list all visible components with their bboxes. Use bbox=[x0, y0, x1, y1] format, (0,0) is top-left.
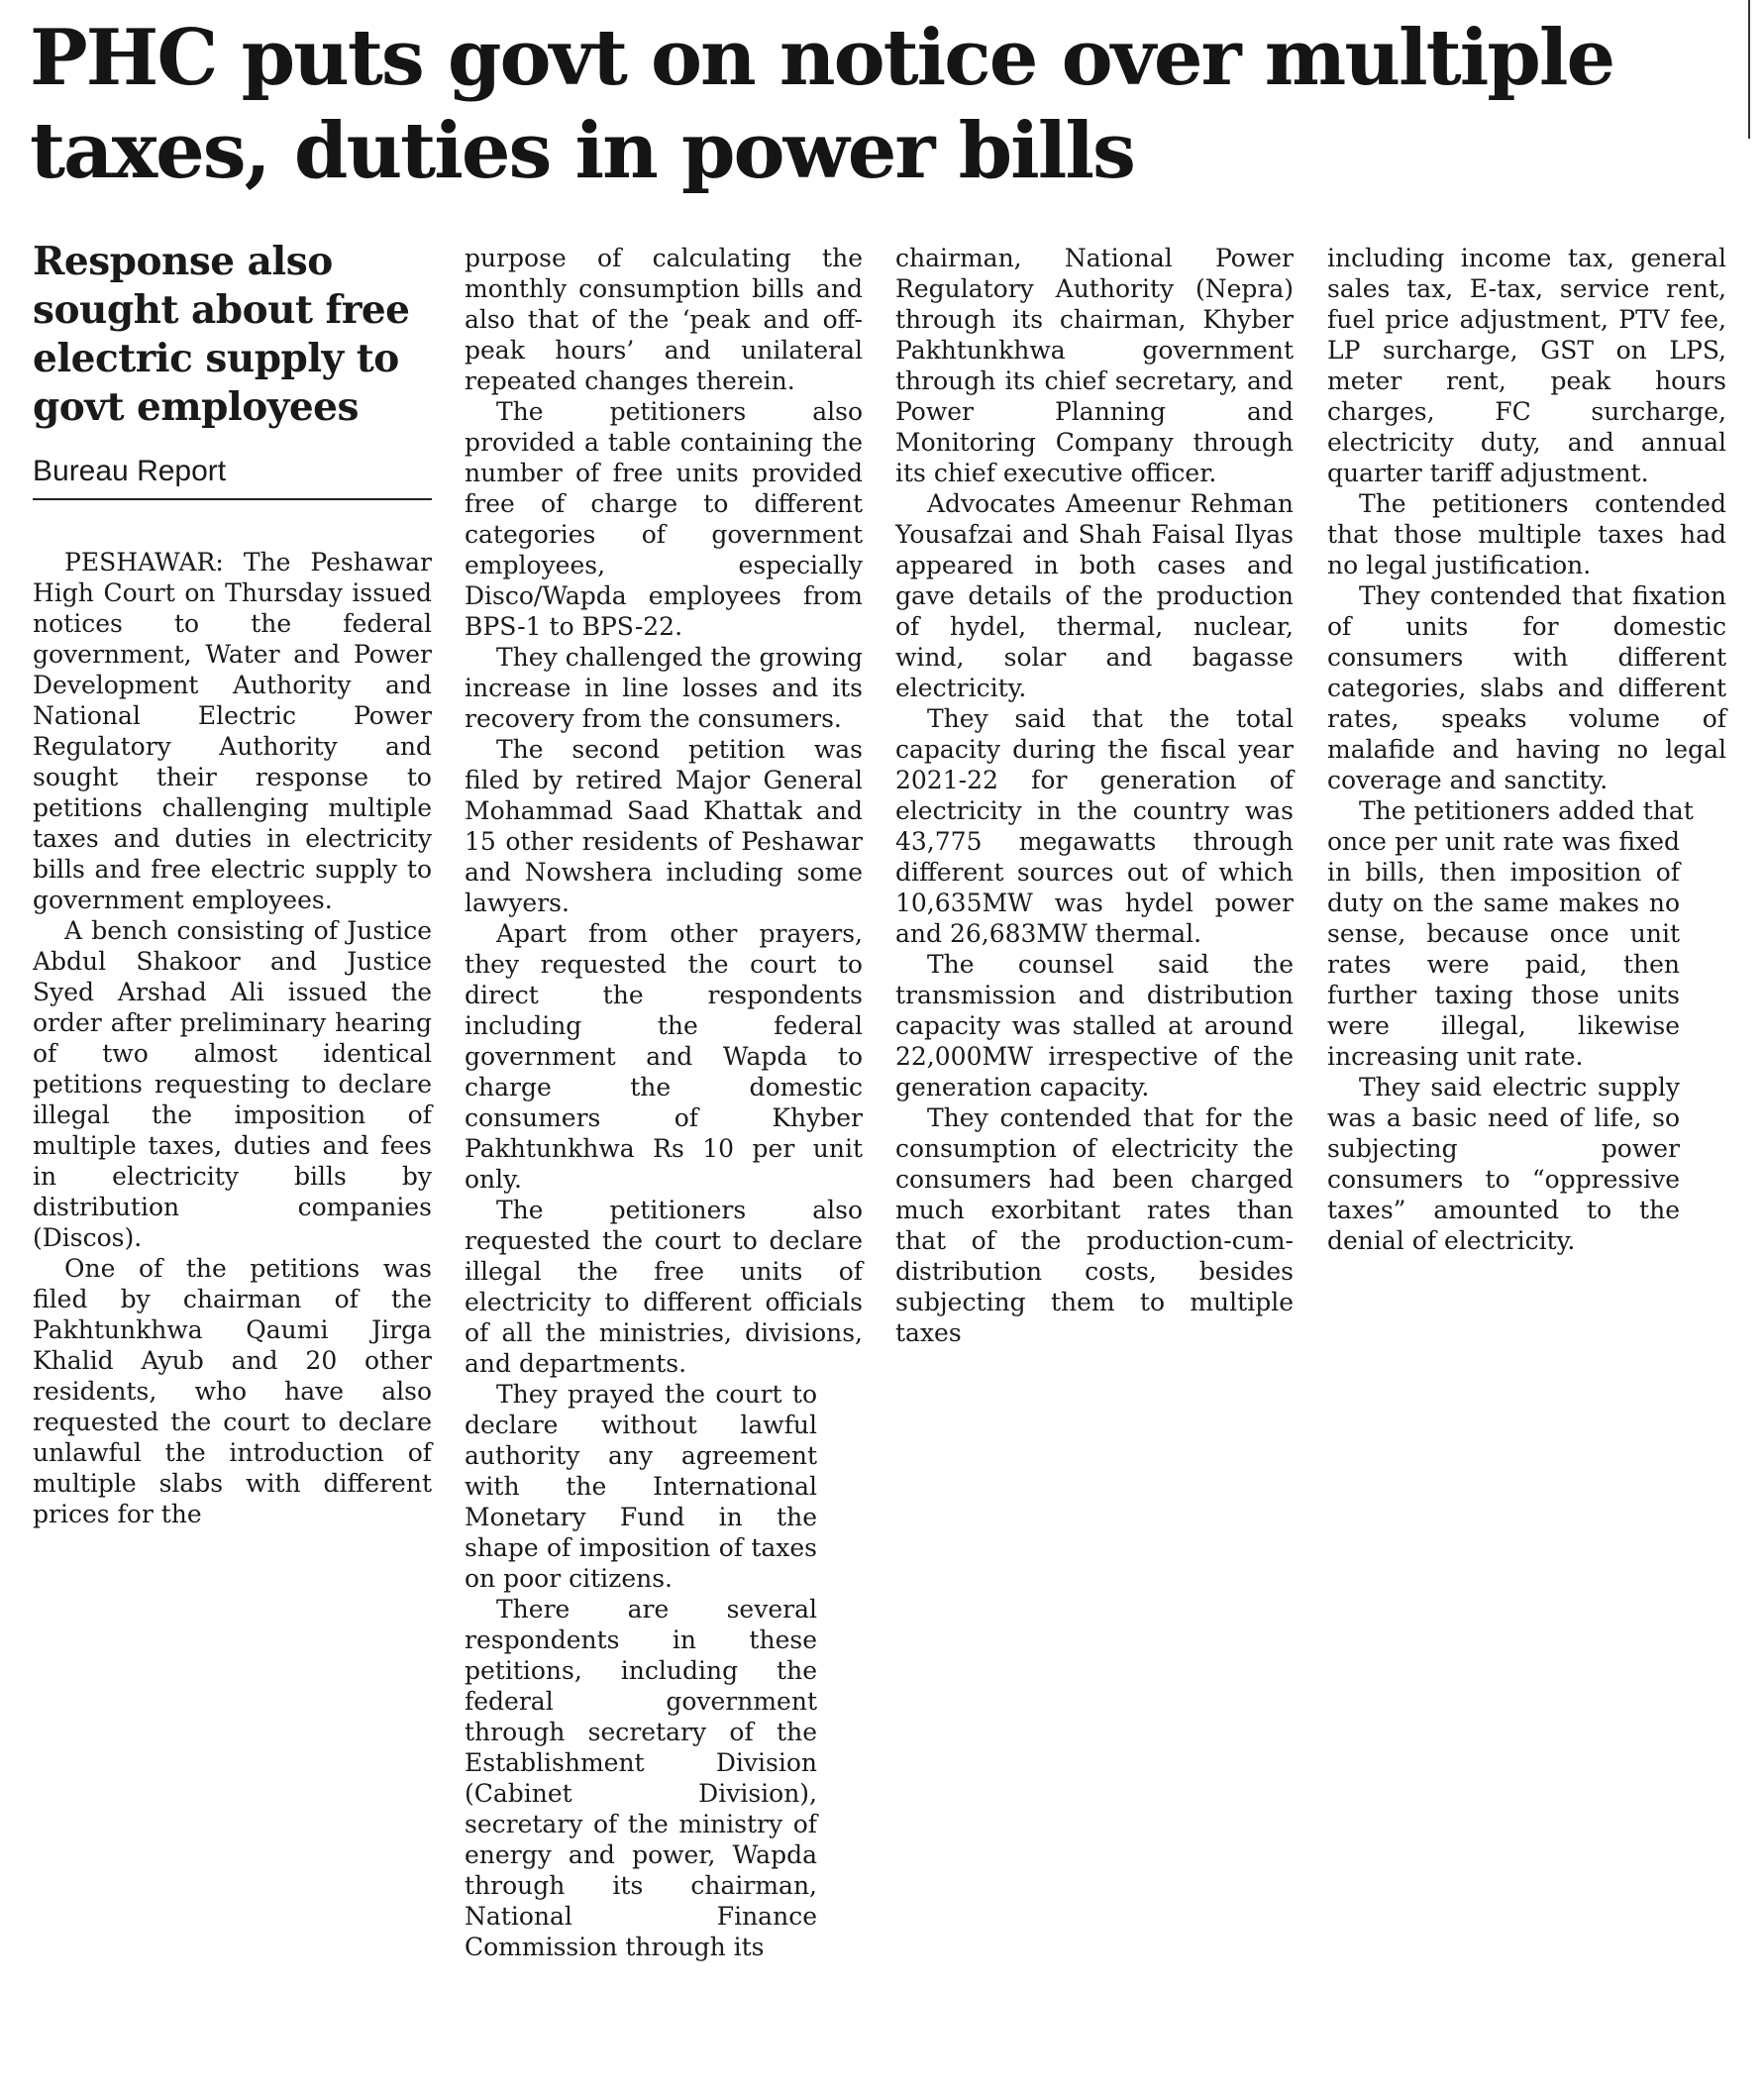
article-paragraph: The petitioners also provided a table containing the number of free units provided free of charge to different categories of government employees, especially Disco/Wapda employees from BPS-1 to BPS-22. bbox=[465, 397, 863, 641]
article-paragraph: There are several respondents in these petitions, including the federal government through secretary of the Establishment Division (Cabinet Division), secretary of the ministry of energy and power, Wapda through its chairman, National Finance Commission through its bbox=[465, 1595, 817, 1961]
article-column-1 bbox=[33, 547, 432, 1529]
article-paragraph: They contended that for the consumption of electricity the consumers had been charged much exorbitant rates than that of the production-cum-distribution costs, besides subjecting them to multiple taxes bbox=[895, 1103, 1294, 1347]
article-column-2 bbox=[465, 243, 863, 1962]
article-paragraph: chairman, National Power Regulatory Authority (Nepra) through its chairman, Khyber Pakhtunkhwa government through its chief secretary, and Power Planning and Monitoring Company through its chief executive officer. bbox=[895, 244, 1294, 487]
headline: PHC puts govt on notice over multiple taxes, duties in power bills bbox=[30, 13, 1614, 196]
article-column-3 bbox=[895, 243, 1294, 1348]
article-paragraph: They contended that fixation of units for domestic consumers with different categories, slabs and different rates, speaks volume of malafide and having no legal coverage and sanctity. bbox=[1327, 581, 1726, 794]
subheadline: Response also sought about free electric supply to govt employees bbox=[33, 239, 410, 430]
article-paragraph: One of the petitions was filed by chairman of the Pakhtunkhwa Qaumi Jirga Khalid Ayub and 20 other residents, who have also requested the court to declare unlawful the introduction of multiple slabs with different prices for the bbox=[33, 1254, 432, 1528]
byline: Bureau Report bbox=[33, 455, 227, 487]
article-paragraph: They said that the total capacity during the fiscal year 2021-22 for generation of electricity in the country was 43,775 megawatts through different sources out of which 10,635MW was hydel power and 26,683MW thermal. bbox=[895, 704, 1294, 948]
article-paragraph: PESHAWAR: The Peshawar High Court on Thursday issued notices to the federal government, Water and Power Development Authority and National Electric Power Regulatory Authority and sought their response to petitions challenging multiple taxes and duties in electricity bills and free electric supply to government employees. bbox=[33, 548, 432, 914]
article-paragraph: once per unit rate was fixed in bills, then imposition of duty on the same makes no sense, because once unit rates were paid, then further taxing those units were illegal, likewise increasing unit rate. bbox=[1327, 827, 1680, 1071]
article-paragraph: The second petition was filed by retired Major General Mohammad Saad Khattak and 15 other residents of Peshawar and Nowshera including some lawyers. bbox=[465, 735, 863, 917]
article-paragraph: They prayed the court to declare without lawful authority any agreement with the International Monetary Fund in the shape of imposition of taxes on poor citizens. bbox=[465, 1380, 817, 1593]
article-paragraph: They said electric supply was a basic need of life, so subjecting power consumers to “oppressive taxes” amounted to the denial of electricity. bbox=[1327, 1073, 1680, 1255]
article-paragraph: The petitioners also requested the court to declare illegal the free units of electricity to different officials of all the ministries, divisions, and departments. bbox=[465, 1196, 863, 1378]
article-paragraph: including income tax, general sales tax, E-tax, service rent, fuel price adjustment, PTV fee, LP surcharge, GST on LPS, meter rent, peak hours charges, FC surcharge, electricity duty, and annual quarter tariff adjustment. bbox=[1327, 244, 1726, 487]
article-paragraph: A bench consisting of Justice Abdul Shakoor and Justice Syed Arshad Ali issued the order after preliminary hearing of two almost identical petitions requesting to declare illegal the imposition of multiple taxes, duties and fees in electricity bills by distribution companies (Discos). bbox=[33, 916, 432, 1252]
article-column-4 bbox=[1327, 243, 1726, 1256]
article-paragraph: Apart from other prayers, they requested the court to direct the respondents including the federal government and Wapda to charge the domestic consumers of Khyber Pakhtunkhwa Rs 10 per unit only. bbox=[465, 919, 863, 1194]
article-paragraph: The counsel said the transmission and distribution capacity was stalled at around 22,000MW irrespective of the generation capacity. bbox=[895, 950, 1294, 1101]
article-paragraph: purpose of calculating the monthly consumption bills and also that of the ‘peak and off-peak hours’ and unilateral repeated changes therein. bbox=[465, 244, 863, 395]
article-paragraph: The petitioners contended that those multiple taxes had no legal justification. bbox=[1327, 489, 1726, 579]
article-paragraph: They challenged the growing increase in line losses and its recovery from the consumers. bbox=[465, 643, 863, 733]
article-paragraph: Advocates Ameenur Rehman Yousafzai and Shah Faisal Ilyas appeared in both cases and gave details of the production of hydel, thermal, nuclear, wind, solar and bagasse electricity. bbox=[895, 489, 1294, 702]
article-paragraph: The petitioners added that bbox=[1359, 796, 1694, 825]
column-divider bbox=[1748, 0, 1750, 139]
byline-divider bbox=[33, 498, 432, 500]
